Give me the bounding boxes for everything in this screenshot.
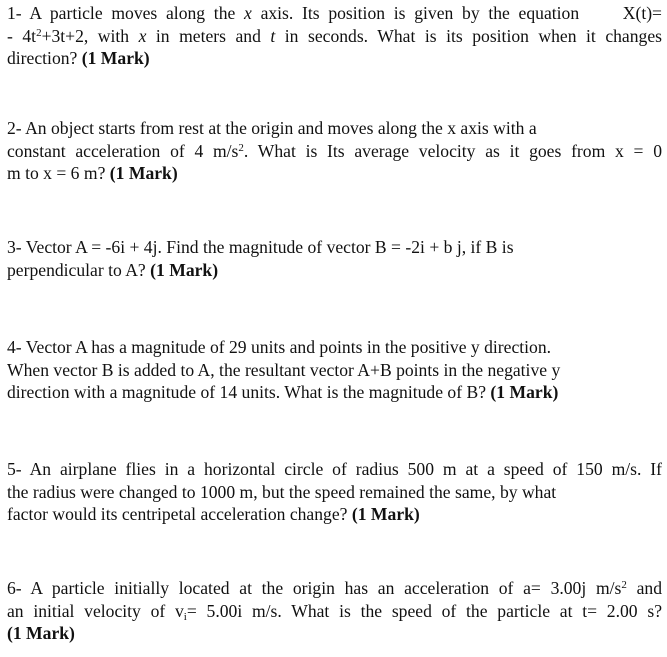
question-6-line-2: an initial velocity of $v_i= 5.00i$ m/s. What is the speed of the particle at t= 2.00 s?	[7, 600, 662, 623]
question-5-line-1: 5- An airplane flies in a horizontal circle of radius 500 m at a speed of 150 m/s. If	[7, 459, 663, 479]
question-6-line-3	[7, 622, 662, 645]
question-1-line-3: direction? (1 Mark)	[7, 48, 150, 68]
question-5-mark: (1 Mark)	[351, 504, 420, 524]
question-6-mark: (1 Mark)	[7, 623, 75, 643]
question-2-mark: (1 Mark)	[109, 163, 178, 183]
question-5-line-2: the radius were changed to 1000 m, but the speed remained the same, by what	[7, 481, 557, 502]
question-1-line-1: 1- A particle moves along the x axis. Its position is given by the equation X(t)=	[7, 3, 662, 23]
question-1-mark: (1 Mark)	[81, 48, 150, 68]
question-5-number: 5-	[7, 459, 22, 479]
question-2-line-2: constant acceleration of 4 $m/s^2$. What is Its average velocity as it goes from x = 0	[7, 140, 662, 161]
question-5	[7, 458, 662, 526]
question-3-number: 3-	[7, 237, 22, 257]
question-5-line-3: factor would its centripetal acceleration change? (1 Mark)	[7, 504, 420, 524]
question-2-line-3: m to x = 6 m? (1 Mark)	[7, 163, 178, 183]
question-2	[7, 117, 662, 185]
question-1	[7, 2, 662, 70]
question-2-number: 2-	[7, 118, 22, 138]
question-3	[7, 236, 662, 281]
question-3-line-2: perpendicular to A? (1 Mark)	[7, 259, 219, 280]
question-1-number: 1-	[7, 3, 22, 23]
question-4-line-3: direction with a magnitude of 14 units. What is the magnitude of B? (1 Mark)	[7, 382, 559, 402]
question-1-line-2: - $4t^2+3t+2$, with x in meters and t in seconds. What is its position when it changes	[7, 25, 662, 46]
question-6-line-1: 6- A particle initially located at the origin has an acceleration of a= 3.00j $m/s^2$ and	[7, 578, 662, 598]
question-3-line-1: 3- Vector A = -6i + 4j. Find the magnitude of vector B = -2i + b j, if B is	[7, 237, 514, 257]
question-2-line-1: 2- An object starts from rest at the origin and moves along the x axis with a	[7, 118, 537, 138]
question-4-mark: (1 Mark)	[490, 382, 559, 402]
question-4	[7, 336, 662, 404]
question-3-mark: (1 Mark)	[150, 259, 219, 280]
question-6-number: 6-	[7, 578, 22, 598]
question-6	[7, 577, 662, 645]
question-4-line-2: When vector B is added to A, the resultant vector A+B points in the negative y	[7, 359, 561, 380]
question-4-line-1: 4- Vector A has a magnitude of 29 units and points in the positive y direction.	[7, 337, 552, 357]
question-4-number: 4-	[7, 337, 22, 357]
